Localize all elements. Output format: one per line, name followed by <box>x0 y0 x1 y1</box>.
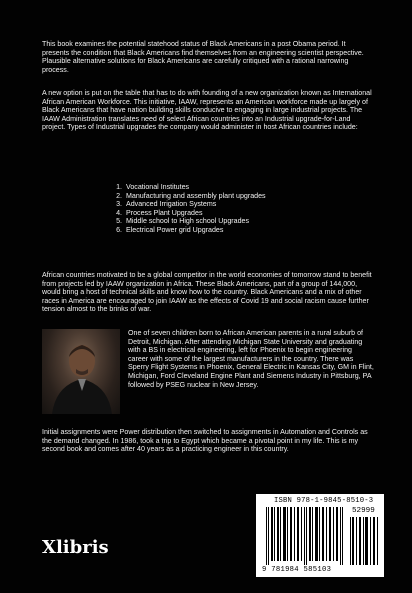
price-barcode-icon <box>350 517 378 565</box>
author-photo <box>42 329 120 414</box>
option-paragraph: A new option is put on the table that has to do with founding of a new organization known as International African American Workforce. This initiative, IAAW, represents an American workforce made up largely of Black Americans that have nation building skills conducive to engaging in large industrial projects. The IAAW Administration translates need of select African countries into an Industrial upgrade-for-Land project. Types of Industrial upgrades the company would administer in host African countries include: <box>42 89 372 132</box>
intro-paragraph: This book examines the potential statehood status of Black Americans in a post Obama period. It presents the condition that Black Americans find themselves from an engineering scientist perspective. Plausible alternative solutions for Black Americans are carefully critiqued with a rational narrowing process. <box>42 40 364 74</box>
author-bio: One of seven children born to African American parents in a rural suburb of Detroit, Michigan. After attending Michigan State University and graduating with a BS in electrical engineering, left for Phoenix to begin engineering career with some of the largest manufacturers in the country. There was Sperry Flight Systems in Phoenix, General Electric in Kansas City, GM in Flint, Michigan, Ford Cleveland Engine Plant and Siemens Industry in Pittsburg, PA followed by PSEG nuclear in New Jersey. <box>128 329 374 389</box>
author-portrait-icon <box>42 329 120 414</box>
list-item: 4. Process Plant Upgrades <box>124 209 324 218</box>
price-code: 52999 <box>352 507 375 515</box>
list-item: 3. Advanced Irrigation Systems <box>124 200 324 209</box>
barcode-bars-icon <box>266 507 344 565</box>
competitor-paragraph: African countries motivated to be a global competitor in the world economies of tomorrow stand to benefit from projects led by IAAW organization in Africa. These Black Americans, part of a group of 144,000, would bring a host of technical skills and know how to the country. Black Americans and a mix of other races in America are encouraged to join IAAW as the effects of Covid 19 and social racism cause further tension almost to the brinks of war. <box>42 271 372 314</box>
list-item: 2. Manufacturing and assembly plant upgrades <box>124 192 324 201</box>
list-item: 6. Electrical Power grid Upgrades <box>124 226 324 235</box>
barcode-digits: 9 781984 585103 <box>262 566 332 574</box>
list-item: 5. Middle school to High school Upgrades <box>124 217 324 226</box>
isbn-number: ISBN 978-1-9845-8510-3 <box>274 497 374 505</box>
career-paragraph: Initial assignments were Power distribution then switched to assignments in Automation and Controls as the demand changed. In 1986, took a trip to Egypt which became a pivotal point in my life. This is my second book and comes after 40 years as a practicing engineer in this country. <box>42 428 368 454</box>
isbn-barcode <box>256 494 384 577</box>
list-item: 1. Vocational Institutes <box>124 183 324 192</box>
publisher-logo: Xlibris <box>42 537 109 558</box>
upgrades-list <box>112 183 324 235</box>
